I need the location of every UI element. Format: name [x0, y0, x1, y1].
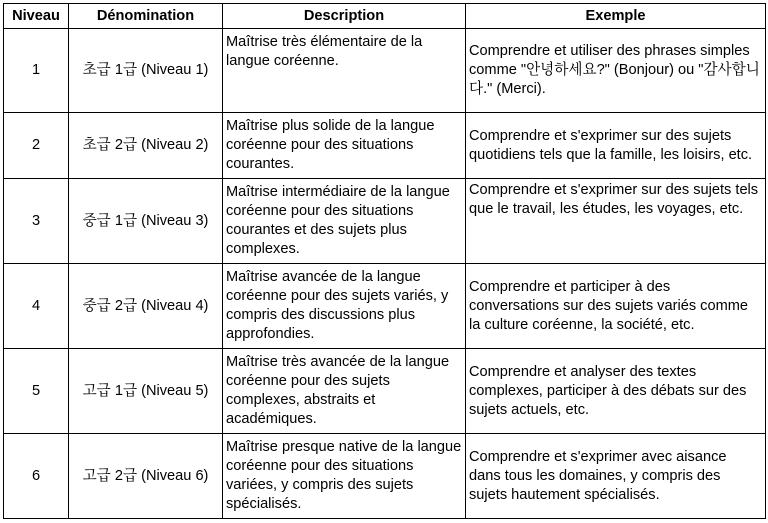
- cell-description: Maîtrise très avancée de la langue coréenne pour des sujets complexes, abstraits et académiques.: [223, 349, 466, 434]
- table-row: [4, 179, 766, 264]
- cell-exemple: Comprendre et s'exprimer sur des sujets tels que le travail, les études, les voyages, etc.: [466, 179, 766, 264]
- cell-exemple: Comprendre et s'exprimer avec aisance dans tous les domaines, y compris des sujets hautement spécialisés.: [466, 434, 766, 519]
- header-niveau: Niveau: [4, 4, 69, 29]
- cell-niveau: 3: [4, 179, 69, 264]
- header-denomination: Dénomination: [69, 4, 223, 29]
- cell-denomination: 고급 1급 (Niveau 5): [69, 349, 223, 434]
- table-row: [4, 264, 766, 349]
- cell-niveau: 6: [4, 434, 69, 519]
- header-row: [4, 4, 766, 29]
- cell-description: Maîtrise très élémentaire de la langue coréenne.: [223, 29, 466, 113]
- cell-denomination: 중급 2급 (Niveau 4): [69, 264, 223, 349]
- cell-denomination: 초급 1급 (Niveau 1): [69, 29, 223, 113]
- header-description: Description: [223, 4, 466, 29]
- cell-exemple: Comprendre et analyser des textes complexes, participer à des débats sur des sujets actuels, etc.: [466, 349, 766, 434]
- cell-description: Maîtrise intermédiaire de la langue coréenne pour des situations courantes et des sujets plus complexes.: [223, 179, 466, 264]
- table-row: [4, 434, 766, 519]
- table-row: [4, 349, 766, 434]
- cell-niveau: 4: [4, 264, 69, 349]
- cell-niveau: 5: [4, 349, 69, 434]
- table-row: [4, 113, 766, 179]
- cell-denomination: 초급 2급 (Niveau 2): [69, 113, 223, 179]
- cell-exemple: Comprendre et participer à des conversations sur des sujets variés comme la culture coréenne, la société, etc.: [466, 264, 766, 349]
- cell-denomination: 고급 2급 (Niveau 6): [69, 434, 223, 519]
- cell-description: Maîtrise avancée de la langue coréenne pour des sujets variés, y compris des discussions plus approfondies.: [223, 264, 466, 349]
- cell-description: Maîtrise presque native de la langue coréenne pour des situations variées, y compris des sujets spécialisés.: [223, 434, 466, 519]
- cell-denomination: 중급 1급 (Niveau 3): [69, 179, 223, 264]
- cell-exemple: Comprendre et s'exprimer sur des sujets quotidiens tels que la famille, les loisirs, etc.: [466, 113, 766, 179]
- cell-niveau: 1: [4, 29, 69, 113]
- cell-exemple: Comprendre et utiliser des phrases simples comme "안녕하세요?" (Bonjour) ou "감사합니다." (Merci).: [466, 29, 766, 113]
- cell-niveau: 2: [4, 113, 69, 179]
- header-exemple: Exemple: [466, 4, 766, 29]
- cell-description: Maîtrise plus solide de la langue coréenne pour des situations courantes.: [223, 113, 466, 179]
- table-row: [4, 29, 766, 113]
- levels-table: [3, 3, 766, 519]
